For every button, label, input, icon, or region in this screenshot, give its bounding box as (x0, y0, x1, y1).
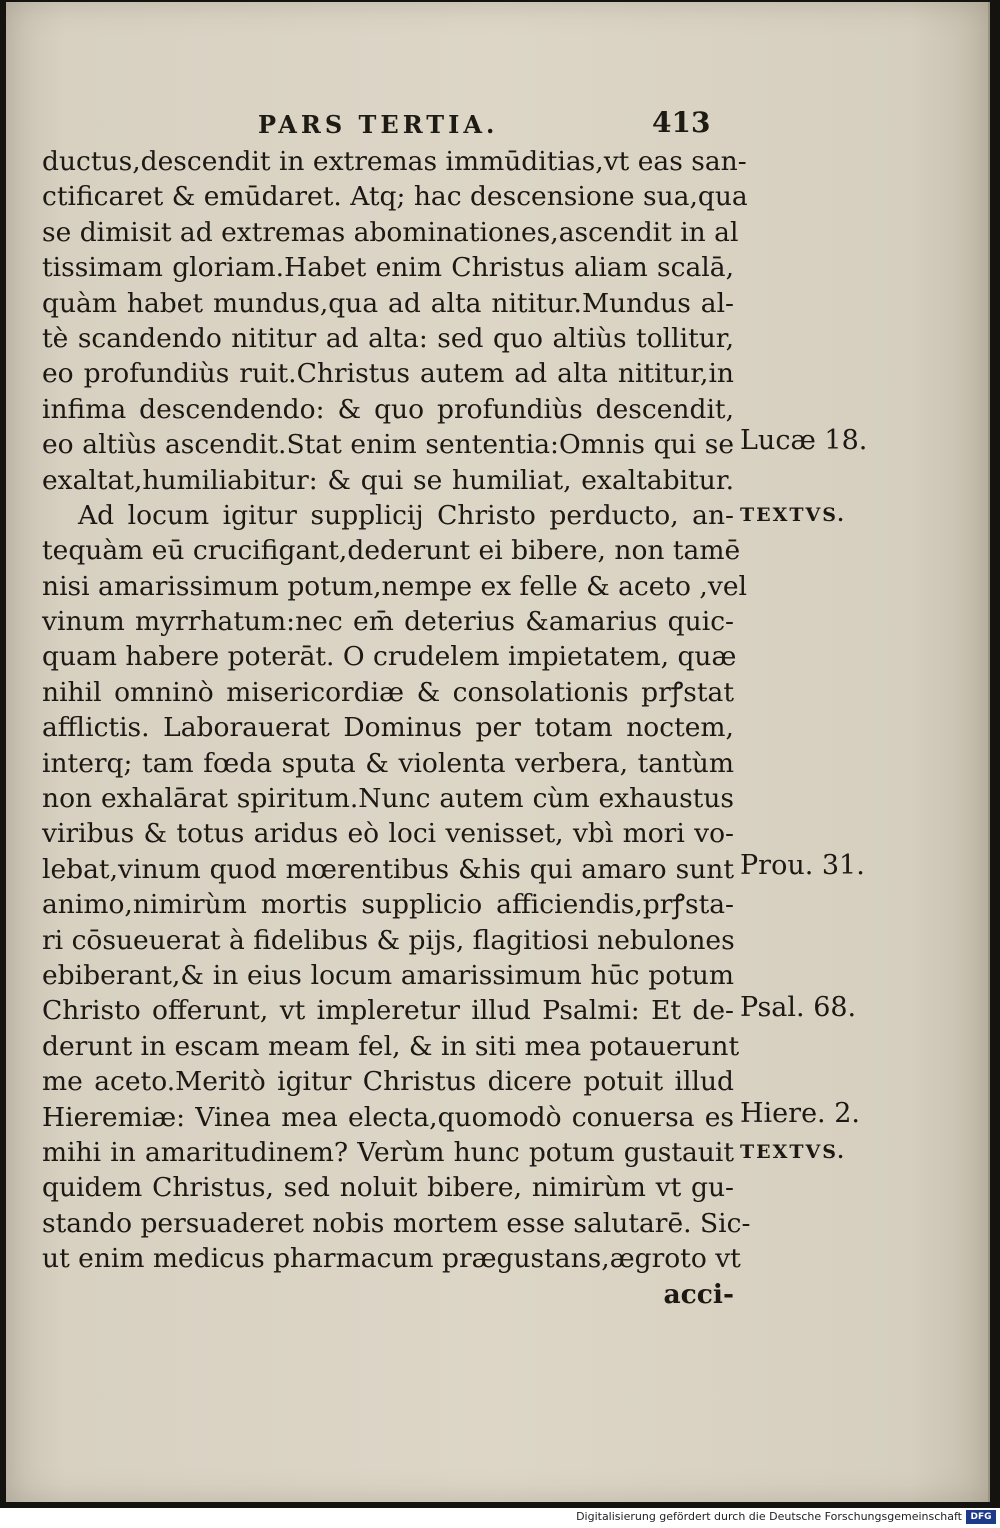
text-line: mihi in amaritudinem? Verùm hunc potum gustauit (42, 1136, 734, 1168)
funding-credit: Digitalisierung gefördert durch die Deutsche Forschungsgemeinschaft (576, 1510, 962, 1523)
text-line: derunt in escam meam fel, & in siti mea potauerunt (42, 1030, 740, 1062)
margin-note: Hiere. 2. (740, 1097, 860, 1129)
text-line: ut enim medicus pharmacum prægustans,ægroto vt (42, 1243, 741, 1275)
catchword: acci- (663, 1278, 734, 1310)
text-line: quam habere poterāt. O crudelem impietatem, quæ (42, 641, 737, 673)
text-line: viribus & totus aridus eò loci venisset, vbì mori vo- (42, 818, 734, 850)
text-line: tissimam gloriam.Habet enim Christus aliam scalā, (42, 252, 734, 284)
text-line: nisi amarissimum potum,nempe ex felle & aceto ,vel (42, 570, 747, 602)
book-page (6, 2, 990, 1502)
text-line: tequàm eū crucifigant,dederunt ei bibere, non tamē (42, 535, 741, 567)
text-line: ctificaret & emūdaret. Atq; hac descensione sua,qua (42, 181, 748, 213)
text-line: quidem Christus, sed noluit bibere, nimirùm vt gu- (42, 1172, 734, 1204)
text-line: ebiberant,& in eius locum amarissimum hūc potum (42, 959, 734, 991)
text-line: non exhalārat spiritum.Nunc autem cùm exhaustus (42, 783, 734, 815)
text-line: me aceto.Meritò igitur Christus dicere potuit illud (42, 1066, 734, 1098)
text-line: interq; tam fœda sputa & violenta verbera, tantùm (42, 747, 734, 779)
running-head: PARS TERTIA. (258, 110, 499, 139)
text-line: vinum myrrhatum:nec em̄ deterius &amarius quic- (42, 606, 734, 638)
text-line: nihil omninò misericordiæ & consolationis prꝭstat (42, 676, 734, 708)
margin-note: Psal. 68. (740, 991, 857, 1023)
text-line: Christo offerunt, vt impleretur illud Psalmi: Et de- (42, 995, 734, 1027)
digitization-footer (0, 1508, 1000, 1528)
text-line: eo altiùs ascendit.Stat enim sententia:Omnis qui se (42, 429, 734, 461)
text-line: quàm habet mundus,qua ad alta nititur.Mundus al- (42, 287, 734, 319)
text-line: eo profundiùs ruit.Christus autem ad alta nititur,in (42, 358, 734, 390)
margin-note: Lucæ 18. (740, 425, 868, 457)
page-header (6, 106, 988, 142)
margin-note: TEXTVS. (740, 504, 846, 526)
text-line: lebat,vinum quod mœrentibus &his qui amaro sunt (42, 853, 734, 885)
dfg-logo: DFG (966, 1510, 996, 1524)
text-line: exaltat,humiliabitur: & qui se humiliat, exaltabitur. (42, 464, 734, 496)
text-line: Hieremiæ: Vinea mea electa,quomodò conuersa es (42, 1101, 734, 1133)
text-line: tè scandendo nititur ad alta: sed quo altiùs tollitur, (42, 322, 734, 354)
text-line: ductus,descendit in extremas immūditias,vt eas san- (42, 146, 747, 177)
text-line: animo,nimirùm mortis supplicio afficiendis,prꝭsta- (42, 889, 734, 921)
text-line: stando persuaderet nobis mortem esse salutarē. Sic- (42, 1207, 751, 1239)
body-text (42, 144, 751, 1312)
margin-note: TEXTVS. (740, 1141, 846, 1164)
text-line: infima descendendo: & quo profundiùs descendit, (42, 393, 734, 425)
text-line: se dimisit ad extremas abominationes,ascendit in al (42, 216, 739, 248)
text-line: afflictis. Laborauerat Dominus per totam noctem, (42, 712, 734, 744)
margin-note: Prou. 31. (740, 850, 865, 881)
text-line: ri cōsueuerat à fidelibus & pijs, flagitiosi nebulones (42, 924, 735, 956)
text-line: Ad locum igitur supplicij Christo perducto, an- (78, 499, 734, 531)
page-number: 413 (652, 106, 711, 139)
